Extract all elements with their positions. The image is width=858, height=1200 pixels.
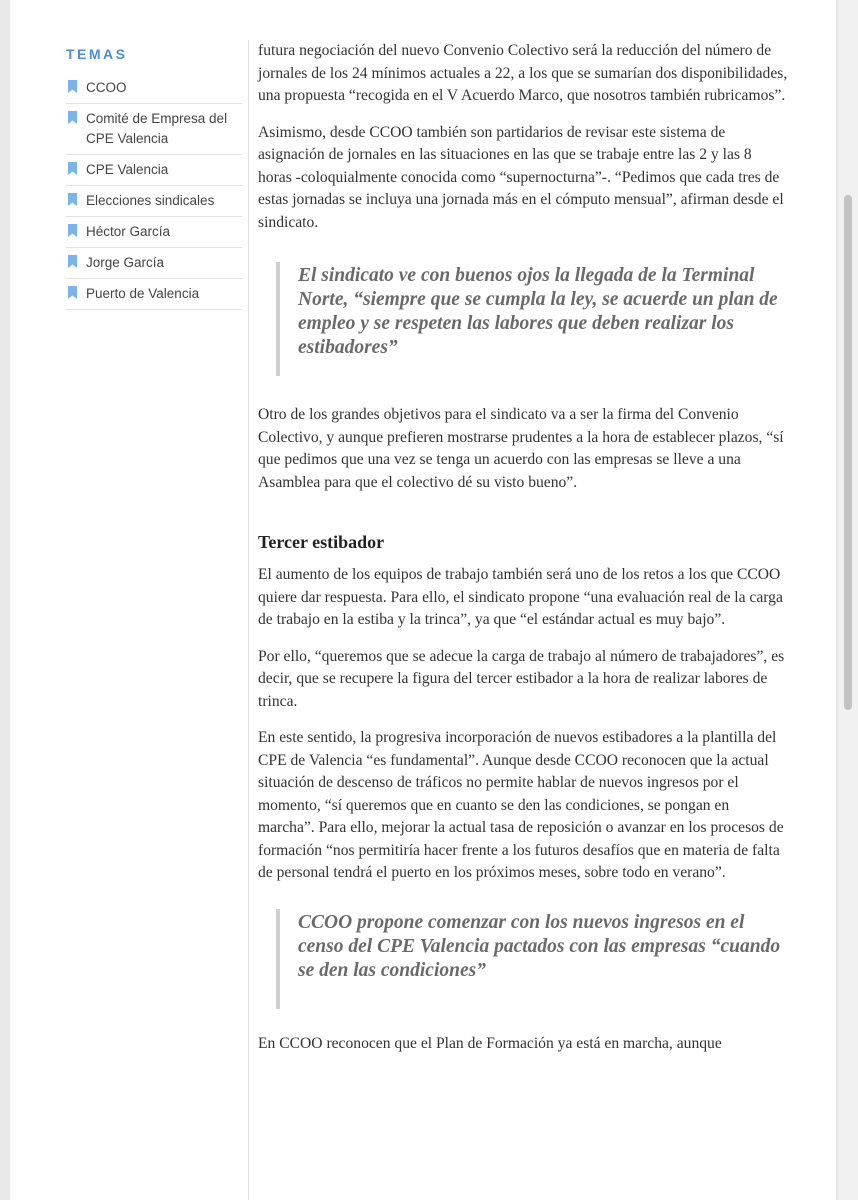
topic-tag-label: Elecciones sindicales bbox=[86, 193, 215, 208]
article-paragraph: El aumento de los equipos de trabajo también será uno de los retos a los que CCOO quiere dar respuesta. Para ello, el sindicato propone “una evaluación real de la carga de trabajo en la estiba y la trinca”, ya que “el estándar actual es muy bajo”. bbox=[258, 566, 783, 628]
bookmark-icon bbox=[68, 162, 77, 175]
topic-tag-link[interactable] bbox=[66, 279, 242, 310]
scrollbar-thumb[interactable] bbox=[844, 195, 852, 710]
topic-tag-label: CCOO bbox=[86, 80, 127, 95]
article-paragraph: futura negociación del nuevo Convenio Colectivo será la reducción del número de jornales de los 24 mínimos actuales a 22, a los que se sumarían dos disponibilidades, una propuesta “recogida en el V Acuerdo Marco, que nosotros también rubricamos”. bbox=[258, 42, 788, 104]
topic-tag-label: Jorge García bbox=[86, 255, 165, 270]
topic-tag-link[interactable] bbox=[66, 73, 242, 104]
topic-tag-link[interactable] bbox=[66, 217, 242, 248]
section-heading: Tercer estibador bbox=[258, 532, 385, 552]
topic-tag-label: CPE Valencia bbox=[86, 162, 169, 177]
article-paragraph: En CCOO reconocen que el Plan de Formación ya está en marcha, aunque bbox=[258, 1034, 722, 1052]
topic-tag-label: Héctor García bbox=[86, 224, 171, 239]
pull-quote: CCOO propone comenzar con los nuevos ingresos en el censo del CPE Valencia pactados con las empresas “cuando se den las condiciones” bbox=[276, 909, 788, 1009]
pull-quote: El sindicato ve con buenos ojos la llegada de la Terminal Norte, “siempre que se cumpla la ley, se acuerde un plan de empleo y se respeten las labores que deben realizar los estibadores” bbox=[276, 262, 788, 376]
article-paragraph: Por ello, “queremos que se adecue la carga de trabajo al número de trabajadores”, es decir, que se recupere la figura del tercer estibador a la hora de realizar labores de trinca. bbox=[258, 647, 785, 710]
topics-heading: TEMAS bbox=[66, 46, 128, 62]
article-paragraph: Otro de los grandes objetivos para el sindicato va a ser la firma del Convenio Colectivo, y aunque prefieren mostrarse prudentes a la hora de establecer plazos, “sí que pedimos que una vez se tenga un acuerdo con las empresas se lleve a una Asamblea para que el colectivo dé su visto bueno”. bbox=[258, 406, 784, 491]
topics-list bbox=[66, 73, 242, 310]
bookmark-icon bbox=[68, 286, 77, 299]
bookmark-icon bbox=[68, 111, 77, 124]
article-body bbox=[258, 40, 788, 1069]
bookmark-icon bbox=[68, 224, 77, 237]
topic-tag-label: Comité de Empresa del CPE Valencia bbox=[86, 111, 228, 146]
bookmark-icon bbox=[68, 80, 77, 93]
topic-tag-link[interactable] bbox=[66, 104, 242, 155]
column-divider bbox=[248, 40, 249, 1200]
article-paragraph: En este sentido, la progresiva incorporación de nuevos estibadores a la plantilla del CPE de Valencia “es fundamental”. Aunque desde CCOO reconocen que la actual situación de descenso de tráficos no permite hablar de nuevos ingresos por el momento, “sí queremos que en cuanto se den las condiciones, se pongan en marcha”. Para ello, mejorar la actual tasa de reposición o avanzar en los procesos de formación “nos permitiría hacer frente a los futuros desafíos que en materia de falta de personal tendrá el puerto en los próximos meses, sobre todo en verano”. bbox=[258, 729, 784, 881]
topic-tag-label: Puerto de Valencia bbox=[86, 286, 200, 301]
topic-tag-link[interactable] bbox=[66, 186, 242, 217]
topics-sidebar bbox=[66, 44, 242, 310]
bookmark-icon bbox=[68, 255, 77, 268]
topic-tag-link[interactable] bbox=[66, 248, 242, 279]
topic-tag-link[interactable] bbox=[66, 155, 242, 186]
bookmark-icon bbox=[68, 193, 77, 206]
article-paragraph: Asimismo, desde CCOO también son partidarios de revisar este sistema de asignación de jornales en las situaciones en las que se trabaje entre las 2 y las 8 horas -coloquialmente conocida como “supernocturna”-. “Pedimos que cada tres de estas jornadas se incluya una jornada más en el cómputo mensual”, afirman desde el sindicato. bbox=[258, 123, 784, 231]
